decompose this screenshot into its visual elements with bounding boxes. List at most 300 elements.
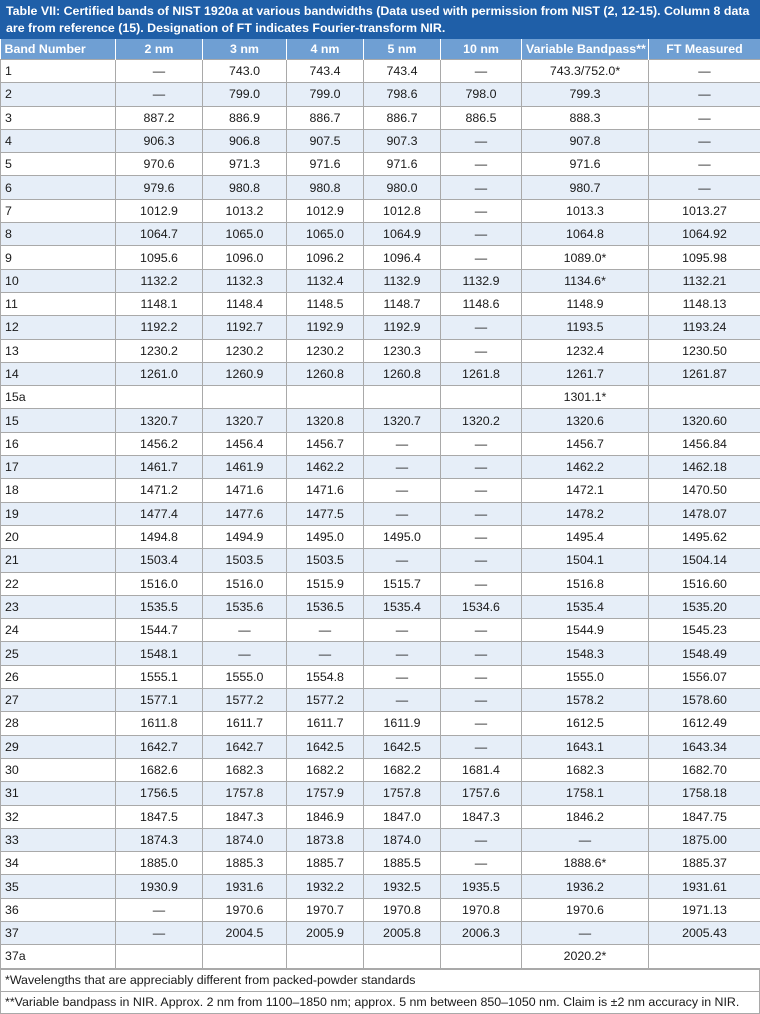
table-cell <box>364 945 441 968</box>
table-row <box>1 805 760 828</box>
table-cell: — <box>441 199 522 222</box>
band-number-cell: 37a <box>1 945 116 968</box>
table-row <box>1 945 760 968</box>
table-cell: 1064.9 <box>364 223 441 246</box>
table-cell: 1134.6* <box>522 269 649 292</box>
table-cell: 1555.1 <box>116 665 203 688</box>
table-cell: — <box>441 665 522 688</box>
table-cell: 1931.61 <box>649 875 760 898</box>
table-cell: 1148.13 <box>649 292 760 315</box>
table-cell: 1495.0 <box>287 525 364 548</box>
table-cell: 1577.2 <box>203 689 287 712</box>
table-cell: 906.3 <box>116 129 203 152</box>
band-number-cell: 37 <box>1 921 116 944</box>
table-cell: 1456.84 <box>649 432 760 455</box>
table-row <box>1 502 760 525</box>
table-cell: 1643.34 <box>649 735 760 758</box>
table-cell: 1148.4 <box>203 292 287 315</box>
table-cell: — <box>116 921 203 944</box>
table-cell: — <box>649 153 760 176</box>
table-row <box>1 432 760 455</box>
table-cell: 907.3 <box>364 129 441 152</box>
table-cell: 1515.9 <box>287 572 364 595</box>
table-cell: 888.3 <box>522 106 649 129</box>
column-header: 10 nm <box>441 39 522 60</box>
table-cell: 980.7 <box>522 176 649 199</box>
band-number-cell: 35 <box>1 875 116 898</box>
table-cell: 1065.0 <box>203 223 287 246</box>
table-cell: 1643.1 <box>522 735 649 758</box>
table-cell: 1874.0 <box>203 828 287 851</box>
table-row <box>1 898 760 921</box>
table-cell: 1612.5 <box>522 712 649 735</box>
table-cell: 1516.0 <box>116 572 203 595</box>
table-cell: 1494.9 <box>203 525 287 548</box>
table-cell: 1260.8 <box>287 362 364 385</box>
table-cell: 1148.9 <box>522 292 649 315</box>
table-cell: 1456.2 <box>116 432 203 455</box>
data-table <box>0 39 760 969</box>
table-row <box>1 106 760 129</box>
band-number-cell: 34 <box>1 852 116 875</box>
table-cell: 1516.60 <box>649 572 760 595</box>
table-cell: 1096.4 <box>364 246 441 269</box>
table-row <box>1 386 760 409</box>
table-cell: 1230.3 <box>364 339 441 362</box>
table-cell: — <box>116 60 203 83</box>
column-header: FT Measured <box>649 39 760 60</box>
table-cell: 1193.5 <box>522 316 649 339</box>
band-number-cell: 26 <box>1 665 116 688</box>
table-row <box>1 852 760 875</box>
table-row <box>1 199 760 222</box>
table-cell: 1548.1 <box>116 642 203 665</box>
table-cell: 1012.8 <box>364 199 441 222</box>
footnote: *Wavelengths that are appreciably different from packed-powder standards <box>0 969 760 992</box>
table-cell: — <box>441 642 522 665</box>
table-cell: 2005.9 <box>287 921 364 944</box>
band-number-cell: 16 <box>1 432 116 455</box>
table-cell: 1013.2 <box>203 199 287 222</box>
table-cell: 1611.7 <box>287 712 364 735</box>
table-cell: 1885.37 <box>649 852 760 875</box>
table-cell: 1885.0 <box>116 852 203 875</box>
table-cell: 1544.9 <box>522 619 649 642</box>
table-cell: 1012.9 <box>116 199 203 222</box>
table-cell: 1471.2 <box>116 479 203 502</box>
table-cell: — <box>441 60 522 83</box>
table-cell: 907.5 <box>287 129 364 152</box>
band-number-cell: 15a <box>1 386 116 409</box>
table-cell: — <box>441 316 522 339</box>
table-cell: 1846.2 <box>522 805 649 828</box>
table-cell <box>116 945 203 968</box>
band-number-cell: 29 <box>1 735 116 758</box>
table-cell: 1535.20 <box>649 595 760 618</box>
table-cell: 1846.9 <box>287 805 364 828</box>
table-cell: 886.7 <box>287 106 364 129</box>
table-cell: 1494.8 <box>116 525 203 548</box>
table-cell: 1478.07 <box>649 502 760 525</box>
table-cell: 1064.92 <box>649 223 760 246</box>
band-number-cell: 32 <box>1 805 116 828</box>
table-cell: 1504.14 <box>649 549 760 572</box>
table-cell: — <box>649 176 760 199</box>
table-cell: — <box>364 432 441 455</box>
table-cell: 1503.4 <box>116 549 203 572</box>
table-cell: 2004.5 <box>203 921 287 944</box>
table-cell: 2005.43 <box>649 921 760 944</box>
table-cell: 1970.6 <box>522 898 649 921</box>
table-cell: 1132.21 <box>649 269 760 292</box>
table-cell: 1471.6 <box>287 479 364 502</box>
table-cell: 1132.4 <box>287 269 364 292</box>
table-cell: 1230.2 <box>203 339 287 362</box>
table-cell: 886.9 <box>203 106 287 129</box>
table-cell: 1320.60 <box>649 409 760 432</box>
table-cell: 1462.2 <box>522 456 649 479</box>
table-row <box>1 689 760 712</box>
band-number-cell: 19 <box>1 502 116 525</box>
table-cell: 1642.5 <box>287 735 364 758</box>
table-cell: 1495.0 <box>364 525 441 548</box>
table-row <box>1 875 760 898</box>
table-cell: 1477.5 <box>287 502 364 525</box>
table-cell: — <box>441 572 522 595</box>
table-cell: 1885.7 <box>287 852 364 875</box>
table-cell: 980.0 <box>364 176 441 199</box>
band-number-cell: 17 <box>1 456 116 479</box>
table-cell: 1555.0 <box>203 665 287 688</box>
table-cell: 1847.3 <box>441 805 522 828</box>
table-cell: 1096.2 <box>287 246 364 269</box>
table-cell: 2006.3 <box>441 921 522 944</box>
table-cell: 1503.5 <box>203 549 287 572</box>
table-row <box>1 642 760 665</box>
table-cell: 1232.4 <box>522 339 649 362</box>
table-cell: — <box>441 153 522 176</box>
table-row <box>1 316 760 339</box>
table-cell: 1932.2 <box>287 875 364 898</box>
band-number-cell: 9 <box>1 246 116 269</box>
table-row <box>1 409 760 432</box>
table-cell: 1936.2 <box>522 875 649 898</box>
table-cell: 799.3 <box>522 83 649 106</box>
table-cell: 1682.2 <box>287 758 364 781</box>
band-number-cell: 10 <box>1 269 116 292</box>
table-cell: 1148.1 <box>116 292 203 315</box>
table-cell: 1261.7 <box>522 362 649 385</box>
table-cell: 743.4 <box>287 60 364 83</box>
table-cell: — <box>441 479 522 502</box>
table-cell: 1064.8 <box>522 223 649 246</box>
table-cell: 1095.98 <box>649 246 760 269</box>
table-cell <box>649 945 760 968</box>
table-row <box>1 153 760 176</box>
table-cell: 798.0 <box>441 83 522 106</box>
table-cell: 1065.0 <box>287 223 364 246</box>
band-number-cell: 1 <box>1 60 116 83</box>
table-cell: — <box>441 735 522 758</box>
table-cell: 1193.24 <box>649 316 760 339</box>
table-cell: — <box>441 129 522 152</box>
column-header: 4 nm <box>287 39 364 60</box>
table-cell: — <box>649 106 760 129</box>
table-cell: 1970.8 <box>364 898 441 921</box>
table-row <box>1 549 760 572</box>
table-cell: — <box>364 456 441 479</box>
table-cell: 1642.7 <box>116 735 203 758</box>
table-cell: — <box>364 549 441 572</box>
table-cell: 1970.8 <box>441 898 522 921</box>
table-row <box>1 269 760 292</box>
table-cell: 1260.9 <box>203 362 287 385</box>
band-number-cell: 4 <box>1 129 116 152</box>
table-cell: 1132.2 <box>116 269 203 292</box>
table-cell: 1535.4 <box>522 595 649 618</box>
table-cell: 906.8 <box>203 129 287 152</box>
table-cell: 1320.7 <box>116 409 203 432</box>
table-cell: — <box>441 246 522 269</box>
table-row <box>1 83 760 106</box>
table-cell: 1064.7 <box>116 223 203 246</box>
table-cell: — <box>441 852 522 875</box>
band-number-cell: 2 <box>1 83 116 106</box>
table-cell <box>203 386 287 409</box>
table-cell: — <box>116 83 203 106</box>
table-cell: — <box>441 502 522 525</box>
table-cell: 1875.00 <box>649 828 760 851</box>
table-cell: 886.7 <box>364 106 441 129</box>
table-cell: 1971.13 <box>649 898 760 921</box>
table-cell: 1503.5 <box>287 549 364 572</box>
table-row <box>1 176 760 199</box>
table-cell: — <box>649 129 760 152</box>
table-cell <box>287 945 364 968</box>
table-cell: 1758.1 <box>522 782 649 805</box>
table-cell: 1757.8 <box>203 782 287 805</box>
table-cell: 1535.6 <box>203 595 287 618</box>
table-cell: 1495.4 <box>522 525 649 548</box>
table-cell: — <box>522 921 649 944</box>
table-cell: 1555.0 <box>522 665 649 688</box>
band-number-cell: 36 <box>1 898 116 921</box>
table-cell: 798.6 <box>364 83 441 106</box>
table-row <box>1 339 760 362</box>
table-cell: 743.4 <box>364 60 441 83</box>
table-cell: 1642.5 <box>364 735 441 758</box>
band-number-cell: 7 <box>1 199 116 222</box>
table-cell: 1230.2 <box>116 339 203 362</box>
table-cell: 1874.3 <box>116 828 203 851</box>
table-cell: — <box>116 898 203 921</box>
column-header: 5 nm <box>364 39 441 60</box>
table-cell: 1477.4 <box>116 502 203 525</box>
table-cell: 1132.9 <box>364 269 441 292</box>
table-cell: 1535.4 <box>364 595 441 618</box>
table-cell: 1230.50 <box>649 339 760 362</box>
table-cell: — <box>649 60 760 83</box>
table-row <box>1 595 760 618</box>
band-number-cell: 24 <box>1 619 116 642</box>
table-cell: 1320.8 <box>287 409 364 432</box>
table-cell <box>116 386 203 409</box>
table-cell: — <box>441 828 522 851</box>
table-cell: 1472.1 <box>522 479 649 502</box>
table-cell: 1682.70 <box>649 758 760 781</box>
table-cell: 1847.75 <box>649 805 760 828</box>
band-number-cell: 33 <box>1 828 116 851</box>
table-cell <box>441 945 522 968</box>
table-cell: 1935.5 <box>441 875 522 898</box>
table-row <box>1 921 760 944</box>
table-cell: 1461.9 <box>203 456 287 479</box>
table-cell: 1874.0 <box>364 828 441 851</box>
table-cell: 1095.6 <box>116 246 203 269</box>
band-number-cell: 18 <box>1 479 116 502</box>
table-cell: 1548.3 <box>522 642 649 665</box>
table-cell: 1504.1 <box>522 549 649 572</box>
table-cell: 2005.8 <box>364 921 441 944</box>
table-cell: 1461.7 <box>116 456 203 479</box>
column-header: Variable Bandpass** <box>522 39 649 60</box>
table-cell: 1682.2 <box>364 758 441 781</box>
table-row <box>1 129 760 152</box>
table-cell: 1456.7 <box>522 432 649 455</box>
table-cell: 1192.9 <box>287 316 364 339</box>
band-number-cell: 6 <box>1 176 116 199</box>
table-cell: 1970.6 <box>203 898 287 921</box>
table-row <box>1 665 760 688</box>
table-cell: — <box>441 339 522 362</box>
table-cell: 1682.6 <box>116 758 203 781</box>
table-cell: 1495.62 <box>649 525 760 548</box>
table-cell: 1888.6* <box>522 852 649 875</box>
table-cell: 1132.3 <box>203 269 287 292</box>
table-cell: 1456.7 <box>287 432 364 455</box>
table-cell: 887.2 <box>116 106 203 129</box>
table-cell: 1320.6 <box>522 409 649 432</box>
table-cell: 1132.9 <box>441 269 522 292</box>
table-cell: — <box>441 689 522 712</box>
table-cell: 799.0 <box>287 83 364 106</box>
table-cell: 979.6 <box>116 176 203 199</box>
table-row <box>1 246 760 269</box>
table-cell: — <box>441 619 522 642</box>
table-row <box>1 479 760 502</box>
table-cell: — <box>441 223 522 246</box>
table-cell: 886.5 <box>441 106 522 129</box>
table-row <box>1 619 760 642</box>
band-number-cell: 12 <box>1 316 116 339</box>
table-cell: — <box>522 828 649 851</box>
table-cell: 1545.23 <box>649 619 760 642</box>
band-number-cell: 23 <box>1 595 116 618</box>
column-header: 2 nm <box>116 39 203 60</box>
table-cell: 907.8 <box>522 129 649 152</box>
column-header: 3 nm <box>203 39 287 60</box>
table-cell: 1096.0 <box>203 246 287 269</box>
table-cell: 1148.7 <box>364 292 441 315</box>
table-cell: 1611.7 <box>203 712 287 735</box>
table-cell: 1544.7 <box>116 619 203 642</box>
table-row <box>1 758 760 781</box>
table-cell: 1536.5 <box>287 595 364 618</box>
table-cell: 1682.3 <box>522 758 649 781</box>
table-row <box>1 828 760 851</box>
table-cell: 1612.49 <box>649 712 760 735</box>
table-cell: 1230.2 <box>287 339 364 362</box>
table-cell: 1470.50 <box>649 479 760 502</box>
table-cell: 1642.7 <box>203 735 287 758</box>
footnotes <box>0 969 760 1014</box>
table-cell: 1885.5 <box>364 852 441 875</box>
table-cell: 1682.3 <box>203 758 287 781</box>
table-cell: 1462.2 <box>287 456 364 479</box>
table-row <box>1 60 760 83</box>
table-cell: 1681.4 <box>441 758 522 781</box>
table-cell: — <box>364 689 441 712</box>
table-cell: — <box>441 432 522 455</box>
table-cell: 1516.8 <box>522 572 649 595</box>
band-number-cell: 8 <box>1 223 116 246</box>
table-cell: — <box>203 619 287 642</box>
table-cell: — <box>287 642 364 665</box>
table-row <box>1 782 760 805</box>
table-cell: 1577.1 <box>116 689 203 712</box>
table-cell: — <box>441 712 522 735</box>
table-cell: 971.6 <box>287 153 364 176</box>
table-cell: 1478.2 <box>522 502 649 525</box>
table-cell: 1013.27 <box>649 199 760 222</box>
table-cell: 1554.8 <box>287 665 364 688</box>
table-cell: 1578.2 <box>522 689 649 712</box>
table-cell: 971.6 <box>364 153 441 176</box>
table-cell: — <box>441 549 522 572</box>
table-cell: 1932.5 <box>364 875 441 898</box>
table-cell: — <box>287 619 364 642</box>
table-body <box>1 60 760 969</box>
table-row <box>1 292 760 315</box>
table-row <box>1 456 760 479</box>
band-number-cell: 31 <box>1 782 116 805</box>
table-cell: 1577.2 <box>287 689 364 712</box>
table-cell: 1578.60 <box>649 689 760 712</box>
table-cell: 971.3 <box>203 153 287 176</box>
table-cell: 1534.6 <box>441 595 522 618</box>
table-row <box>1 572 760 595</box>
band-number-cell: 27 <box>1 689 116 712</box>
table-cell: 1320.7 <box>364 409 441 432</box>
table-cell: 1757.6 <box>441 782 522 805</box>
table-cell: 1089.0* <box>522 246 649 269</box>
table-cell: 1261.87 <box>649 362 760 385</box>
table-cell: 1930.9 <box>116 875 203 898</box>
table-cell <box>441 386 522 409</box>
column-header: Band Number <box>1 39 116 60</box>
table-cell: 1847.5 <box>116 805 203 828</box>
table-row <box>1 362 760 385</box>
band-number-cell: 5 <box>1 153 116 176</box>
header-row <box>1 39 760 60</box>
band-number-cell: 20 <box>1 525 116 548</box>
band-number-cell: 3 <box>1 106 116 129</box>
band-number-cell: 28 <box>1 712 116 735</box>
table-cell: 799.0 <box>203 83 287 106</box>
table-cell: 1756.5 <box>116 782 203 805</box>
table-cell: 1757.8 <box>364 782 441 805</box>
table-cell: — <box>364 502 441 525</box>
